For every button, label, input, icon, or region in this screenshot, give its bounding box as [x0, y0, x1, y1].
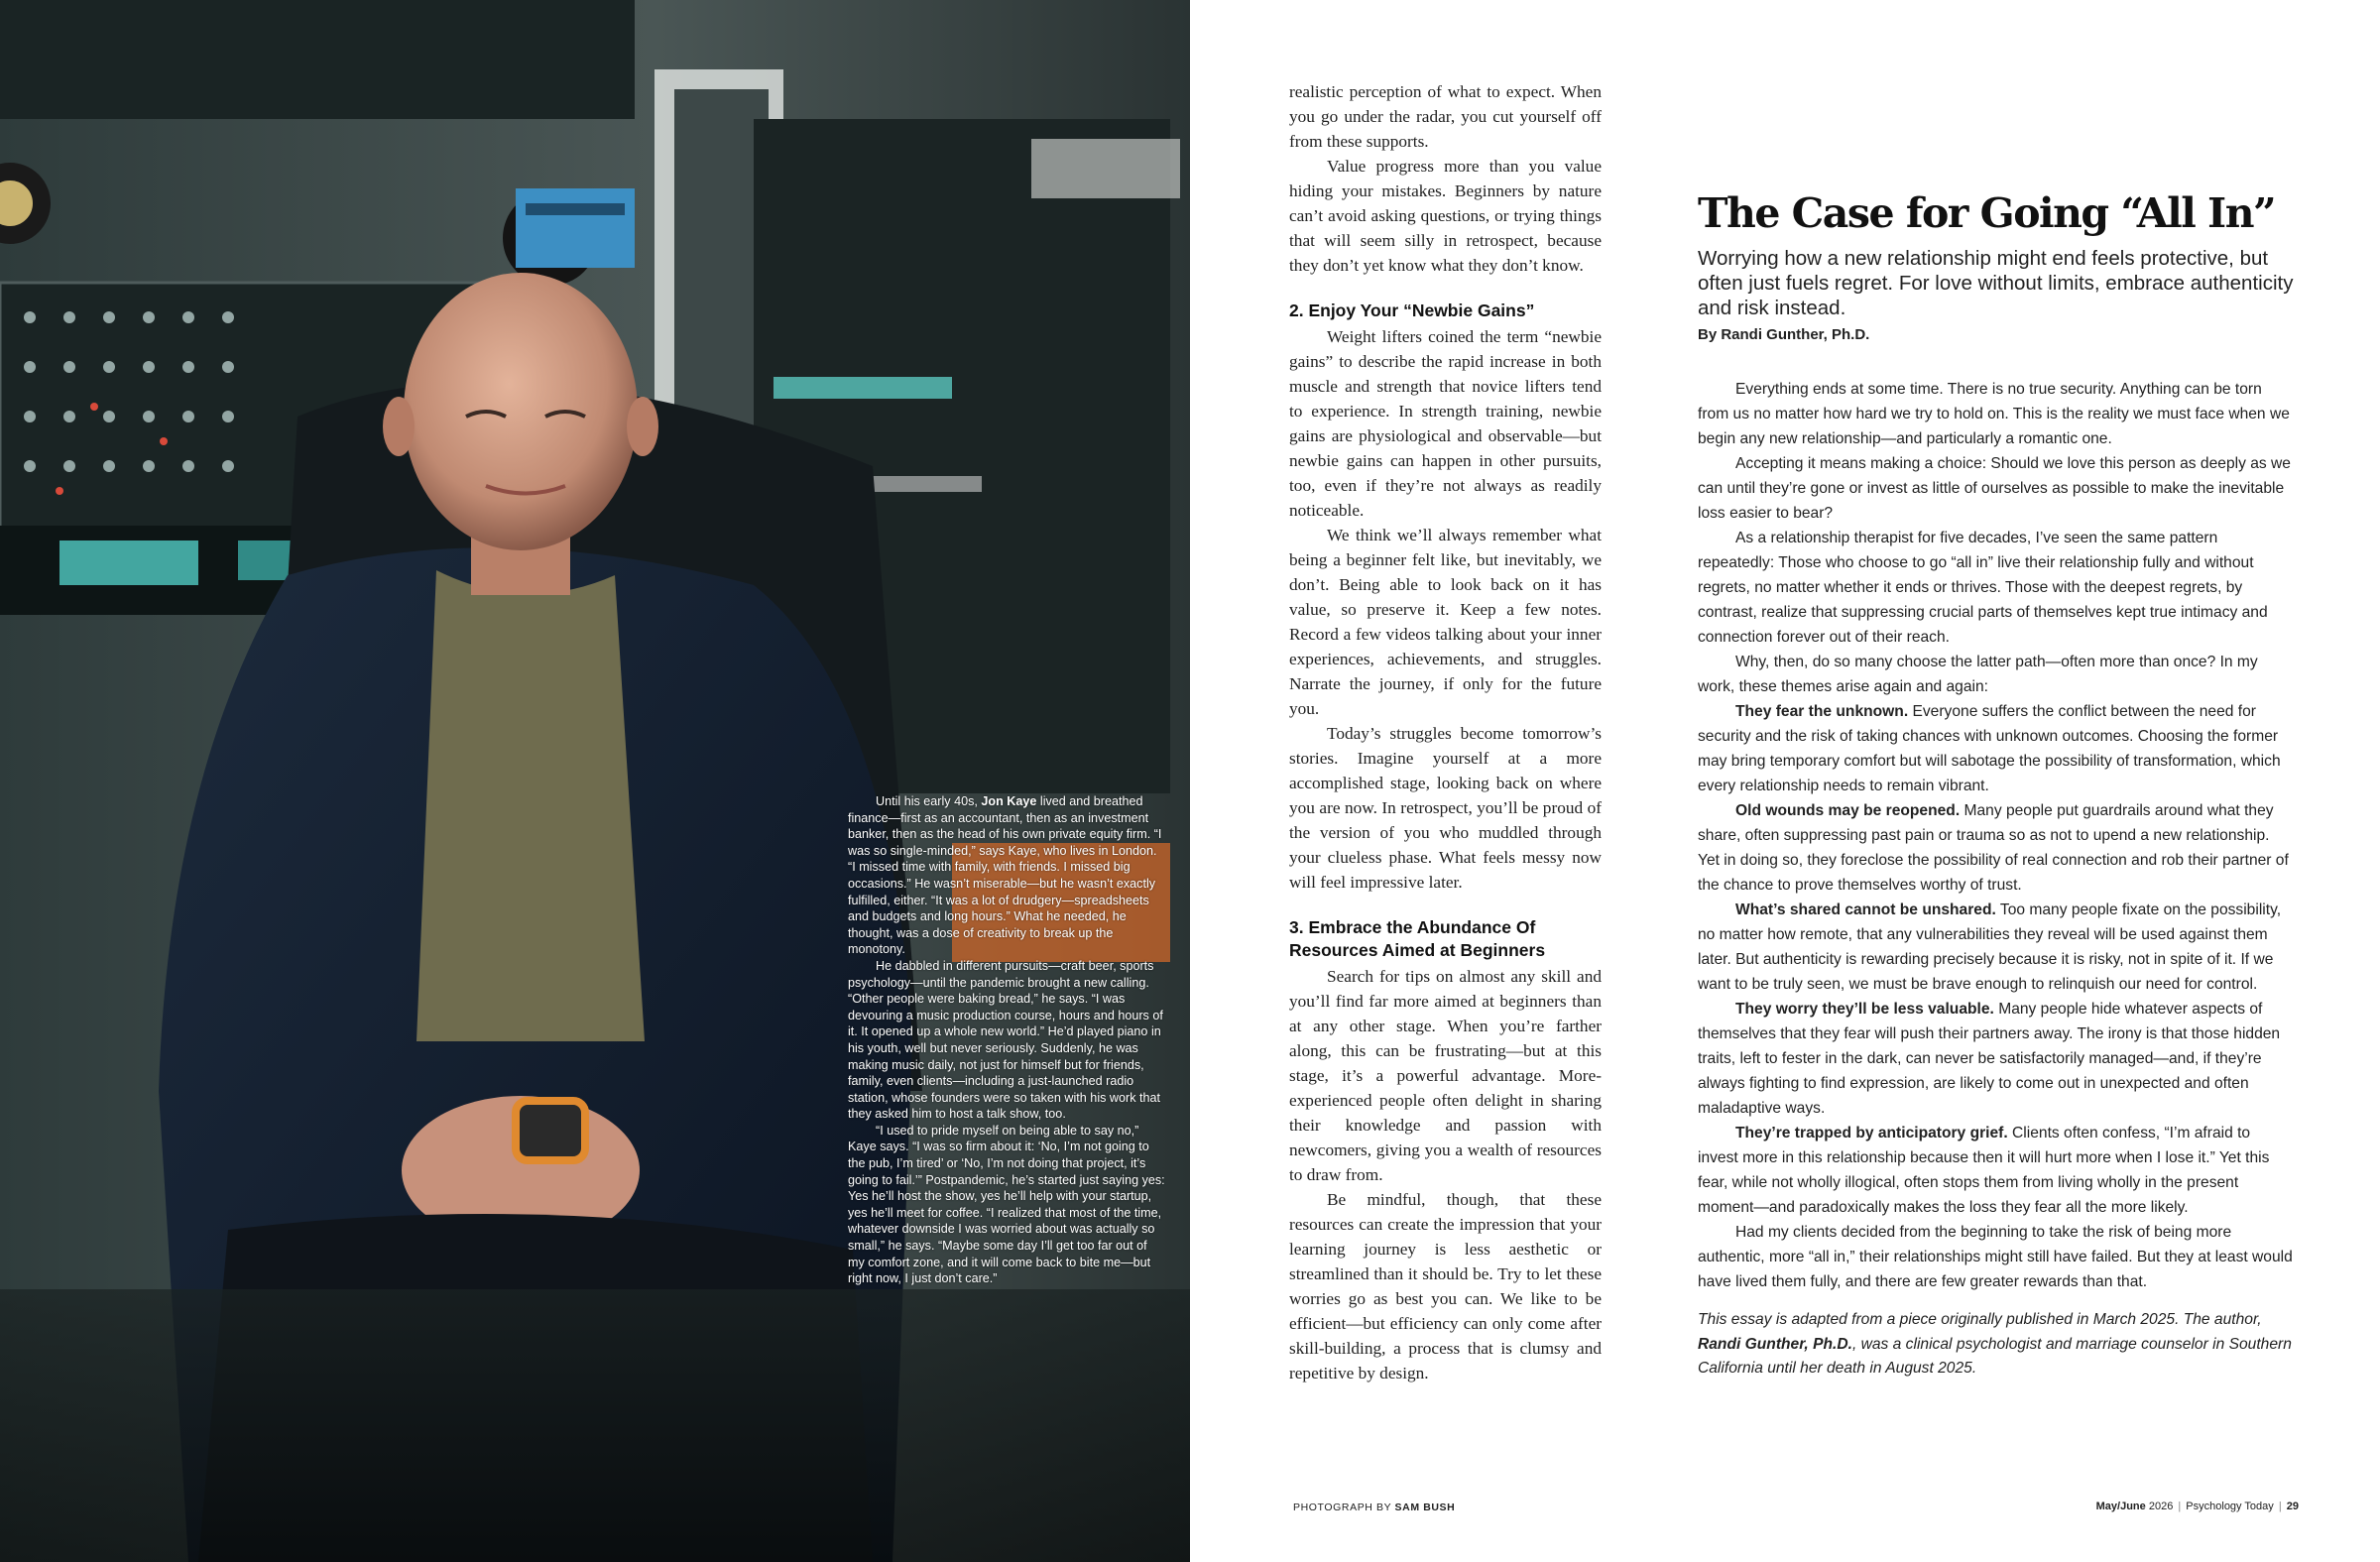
body-paragraph: Why, then, do so many choose the latter path—often more than once? In my work, these themes arise again and again: — [1698, 654, 2258, 695]
theme-paragraph — [1698, 997, 2295, 1121]
author-note — [1698, 1308, 2295, 1382]
essay-column — [1698, 188, 2295, 1396]
body-paragraph: Be mindful, though, that these resources can create the impression that your learning journey is less aesthetic or streamlined than it should be. Try to let these worries go as best you can. We like to be efficient—but efficiency can only come after skill-building, a process that is clumsy and repetitive by design. — [1289, 1190, 1602, 1382]
page-folio — [2096, 1501, 2299, 1512]
folio-separator: | — [2278, 1501, 2282, 1512]
photo-credit-label: PHOTOGRAPH BY — [1293, 1502, 1395, 1513]
author-note-text: , was a clinical psychologist and marriage counselor in Southern California until her death in August 2025. — [1698, 1335, 2292, 1377]
body-paragraph: realistic perception of what to expect. When you go under the radar, you cut yourself off from these supports. — [1289, 82, 1602, 151]
theme-lead: They fear the unknown. — [1735, 703, 1909, 720]
caption-subject-name: Jon Kaye — [981, 794, 1037, 808]
essay-body — [1698, 377, 2295, 1294]
body-paragraph: Search for tips on almost any skill and you’ll find far more aimed at beginners than at any other stage. When you’re farther along, this can be frustrating—but at this stage, it’s a powerful advantage. More-experienced people often delight in sharing their knowledge and passion with newcomers, giving you a wealth of resources to draw from. — [1289, 967, 1602, 1184]
body-paragraph: We think we’ll always remember what being a beginner felt like, but inevitably, we don’t. Being able to look back on it has value, so preserve it. Keep a few notes. Record a few videos talking about your inner experiences, achievements, and struggles. Narrate the journey, if only for the future you. — [1289, 526, 1602, 718]
body-paragraph: Had my clients decided from the beginning to take the risk of being more authentic, more “all in,” their relationships might still have failed. But they at least would have lived them fully, and there are few greater rewards than that. — [1698, 1224, 2293, 1290]
theme-text: Many people hide whatever aspects of themselves that they fear will push their partners away. The irony is that those hidden traits, left to fester in the dark, can never be satisfactorily managed—and, if they’re always fighting to find expression, are likely to come out in unexpected and often maladaptive ways. — [1698, 1001, 2281, 1117]
caption-text: lived and breathed finance—first as an accountant, then as an investment banker, then as the head of his own private equity firm. “I was so single-minded,” says Kaye, who lives in London. “I missed time with family, with friends. I missed big occasions.” He wasn’t miserable—but he wasn’t exactly fulfilled, either. “It was a lot of drudgery—spreadsheets and budgets and long hours.” What he needed, he thought, was a dose of creativity to break up the monotony. — [848, 794, 1162, 957]
author-note-name: Randi Gunther, Ph.D. — [1698, 1335, 1852, 1353]
theme-lead: They worry they’ll be less valuable. — [1735, 1001, 1994, 1018]
photographer-name: SAM BUSH — [1394, 1502, 1456, 1513]
section-heading: 2. Enjoy Your “Newbie Gains” — [1289, 300, 1535, 320]
issue-month: May/June — [2095, 1501, 2146, 1512]
theme-paragraph — [1698, 798, 2295, 898]
article-continuation-column — [1289, 79, 1602, 1385]
theme-paragraph — [1698, 1121, 2295, 1220]
theme-lead: They’re trapped by anticipatory grief. — [1735, 1125, 2008, 1141]
byline: By Randi Gunther, Ph.D. — [1698, 326, 1870, 343]
body-paragraph: As a relationship therapist for five decades, I’ve seen the same pattern repeatedly: Those who choose to go “all in” live their relationship fully and without regrets, no matter whether it ends or thrives. Those with the deepest regrets, by contrast, realize that suppressing crucial parts of themselves kept true intimacy and connection forever out of their reach. — [1698, 530, 2268, 646]
theme-paragraph — [1698, 898, 2295, 997]
issue-year: 2026 — [2145, 1501, 2174, 1512]
section-heading: 3. Embrace the Abundance Of Resources Aimed at Beginners — [1289, 917, 1546, 960]
theme-text: Clients often confess, “I’m afraid to invest more in this relationship because then it will hurt more when I lose it.” Yet this fear, while not wholly illogical, often stops them from living wholly in the present moment—and paradoxically makes the loss they fear all the more likely. — [1698, 1125, 2270, 1216]
magazine-name: Psychology Today — [2186, 1501, 2274, 1512]
body-paragraph: Today’s struggles become tomorrow’s stories. Imagine yourself at a more accomplished stage, looking back on where you are now. In retrospect, you’ll be proud of the version of you who muddled through your clueless phase. What feels messy now will feel impressive later. — [1289, 724, 1602, 892]
photo-caption — [848, 793, 1165, 1287]
theme-paragraph — [1698, 699, 2295, 798]
caption-paragraph: He dabbled in different pursuits—craft beer, sports psychology—until the pandemic brought a new calling. “Other people were baking bread,” he says. “I was devouring a music production course, hours and hours of it. It opened up a whole new world.” He’d played piano in his youth, well but never seriously. Suddenly, he was making music daily, not just for himself but for friends, family, even clients—including a just-launched radio station, whose founders were so taken with his work that they asked him to host a talk show, too. — [848, 958, 1163, 1122]
theme-lead: Old wounds may be reopened. — [1735, 802, 1961, 819]
body-paragraph: Weight lifters coined the term “newbie gains” to describe the rapid increase in both muscle and strength that novice lifters tend to experience. In strength training, newbie gains are physiological and observable—but newbie gains can happen in other pursuits, too, even if they’re not always as readily noticeable. — [1289, 327, 1602, 520]
caption-paragraph: “I used to pride myself on being able to say no,” Kaye says. “I was so firm about it: ‘No, I’m not going to the pub, I’m tired’ or ‘No, I’m not doing that project, it’s going to fail.’” Postpandemic, he’s started just saying yes: Yes he’ll host the show, yes he’ll help with your startup, yes he’ll meet for coffee. “I realized that most of the time, whatever downside I was worried about was actually so small,” he says. “Maybe some day I’ll get too far out of my comfort zone, and it will come back to bite me—but right now, I just don’t care.” — [848, 1123, 1165, 1286]
author-note-text: This essay is adapted from a piece originally published in March 2025. The author, — [1698, 1311, 2262, 1328]
article-headline: The Case for Going “All In” — [1698, 189, 2276, 237]
theme-text: Too many people fixate on the possibility, no matter how remote, that any vulnerabilities they reveal will be used against them later. But authenticity is rewarding precisely because it is risky, not in spite of it. If we want to be truly seen, we must be brave enough to relinquish our need for control. — [1698, 901, 2282, 993]
theme-text: Many people put guardrails around what they share, often suppressing past pain or trauma so as not to upend a new relationship. Yet in doing so, they foreclose the possibility of real connection and rob their partner of the chance to prove themselves worthy of trust. — [1698, 802, 2289, 894]
caption-text: Until his early 40s, — [876, 794, 982, 808]
article-dek: Worrying how a new relationship might end feels protective, but often just fuels regret. For love without limits, embrace authenticity and risk instead. — [1698, 247, 2294, 319]
photo-credit — [1293, 1502, 1455, 1513]
caption-paragraph — [848, 793, 1165, 958]
theme-lead: What’s shared cannot be unshared. — [1735, 901, 1996, 918]
body-paragraph: Value progress more than you value hiding your mistakes. Beginners by nature can’t avoid asking questions, or trying things that will seem silly in retrospect, because they don’t yet know what they don’t know. — [1289, 157, 1602, 275]
theme-text: Everyone suffers the conflict between the need for security and the risk of taking chances with unknown outcomes. Choosing the former may bring temporary comfort but will sabotage the possibility of transformation, which every relationship needs to remain vibrant. — [1698, 703, 2281, 794]
body-paragraph: Accepting it means making a choice: Should we love this person as deeply as we can until they’re gone or invest as little of ourselves as possible to make the inevitable loss easier to bear? — [1698, 455, 2291, 522]
folio-separator: | — [2178, 1501, 2182, 1512]
body-paragraph: Everything ends at some time. There is no true security. Anything can be torn from us no matter how hard we try to hold on. This is the reality we must face when we begin any new relationship—and particularly a romantic one. — [1698, 381, 2290, 447]
page-number: 29 — [2286, 1501, 2299, 1512]
